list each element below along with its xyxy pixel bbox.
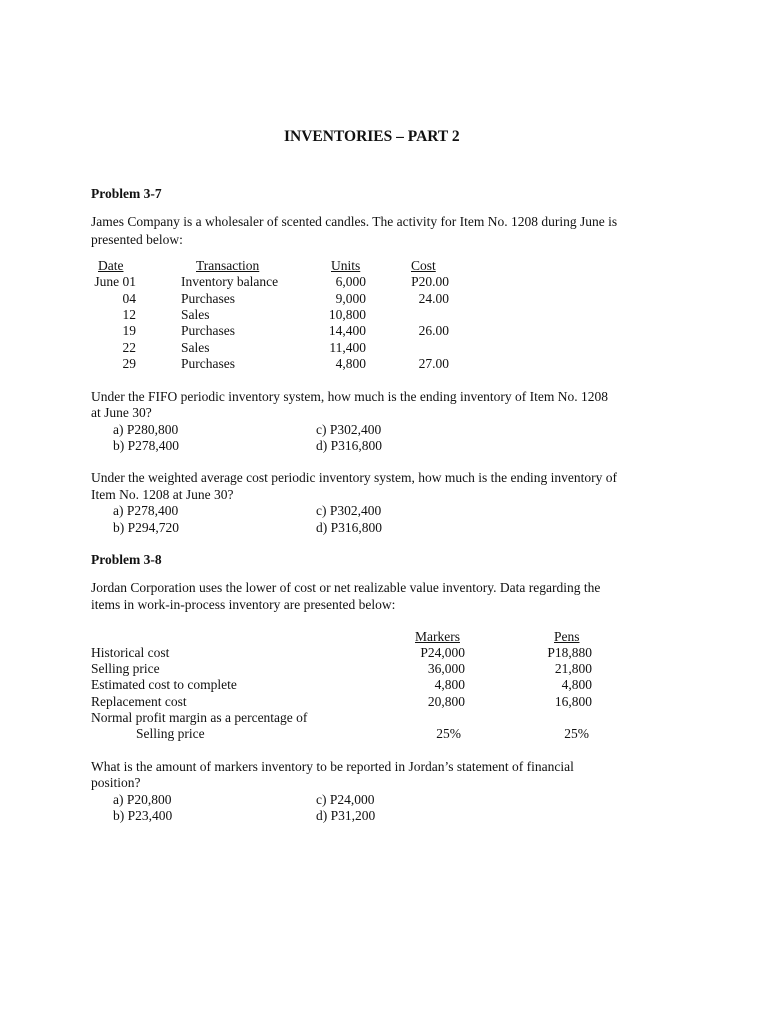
row-units: 6,000 (335, 274, 366, 289)
choice-a: a) P278,400 (113, 503, 179, 518)
row-cost: 24.00 (418, 291, 449, 306)
page-title: INVENTORIES – PART 2 (284, 128, 460, 145)
col-header-date: Date (98, 258, 124, 273)
row-units: 10,800 (328, 307, 366, 322)
col-header-pens: Pens (554, 629, 580, 644)
row-cost: P20.00 (411, 274, 449, 289)
row-label: Normal profit margin as a percentage of (91, 710, 308, 725)
col-header-units: Units (331, 258, 361, 273)
col-header-transaction: Transaction (196, 258, 260, 273)
col-header-cost: Cost (411, 258, 436, 273)
row-markers: 25% (436, 726, 461, 741)
row-pens: P18,880 (547, 645, 592, 660)
row-pens: 21,800 (554, 661, 592, 676)
row-markers: 20,800 (427, 694, 465, 709)
problem-3-7-intro-line-1: James Company is a wholesaler of scented candles. The activity for Item No. 1208 during June is (91, 214, 618, 229)
choice-c: c) P24,000 (316, 792, 375, 807)
row-pens: 16,800 (554, 694, 592, 709)
choice-d: d) P31,200 (316, 808, 376, 823)
row-date: 22 (122, 340, 136, 355)
row-units: 9,000 (335, 291, 366, 306)
row-units: 14,400 (328, 323, 366, 338)
col-header-markers: Markers (415, 629, 460, 644)
row-units: 11,400 (329, 340, 366, 355)
question-1-line-1: Under the FIFO periodic inventory system, how much is the ending inventory of Item No. 1208 (91, 389, 609, 404)
row-transaction: Purchases (181, 291, 235, 306)
problem-3-8-heading: Problem 3-8 (91, 552, 162, 567)
row-markers: 36,000 (427, 661, 465, 676)
problem-3-8-intro-line-2: items in work-in-process inventory are presented below: (91, 597, 396, 612)
problem-3-8-intro-line-1: Jordan Corporation uses the lower of cost or net realizable value inventory. Data regarding the (91, 580, 601, 595)
question-3-line-1: What is the amount of markers inventory to be reported in Jordan’s statement of financial (91, 759, 574, 774)
row-date: 04 (122, 291, 136, 306)
row-label-continued: Selling price (136, 726, 205, 741)
choice-b: b) P278,400 (113, 438, 180, 453)
row-label: Historical cost (91, 645, 170, 660)
choice-c: c) P302,400 (316, 503, 382, 518)
row-cost: 27.00 (418, 356, 449, 371)
choice-a: a) P280,800 (113, 422, 179, 437)
row-cost: 26.00 (418, 323, 449, 338)
row-pens: 25% (564, 726, 589, 741)
choice-a: a) P20,800 (113, 792, 172, 807)
row-label: Replacement cost (91, 694, 187, 709)
choice-d: d) P316,800 (316, 438, 383, 453)
row-label: Estimated cost to complete (91, 677, 237, 692)
row-markers: 4,800 (434, 677, 465, 692)
choice-d: d) P316,800 (316, 520, 383, 535)
question-1-line-2: at June 30? (91, 405, 152, 420)
question-2-line-1: Under the weighted average cost periodic inventory system, how much is the ending inventory of (91, 470, 617, 485)
row-transaction: Purchases (181, 356, 235, 371)
choice-b: b) P294,720 (113, 520, 180, 535)
question-2-line-2: Item No. 1208 at June 30? (91, 487, 234, 502)
row-transaction: Sales (181, 340, 210, 355)
row-units: 4,800 (335, 356, 366, 371)
row-label: Selling price (91, 661, 160, 676)
row-date: 29 (122, 356, 136, 371)
choice-c: c) P302,400 (316, 422, 382, 437)
row-markers: P24,000 (420, 645, 465, 660)
row-date: 19 (122, 323, 136, 338)
row-transaction: Purchases (181, 323, 235, 338)
choice-b: b) P23,400 (113, 808, 173, 823)
row-date: 12 (122, 307, 136, 322)
row-date: June 01 (94, 274, 136, 289)
row-transaction: Sales (181, 307, 210, 322)
question-3-line-2: position? (91, 775, 141, 790)
row-pens: 4,800 (561, 677, 592, 692)
row-transaction: Inventory balance (181, 274, 279, 289)
problem-3-7-heading: Problem 3-7 (91, 186, 162, 201)
problem-3-7-intro-line-2: presented below: (91, 232, 183, 247)
